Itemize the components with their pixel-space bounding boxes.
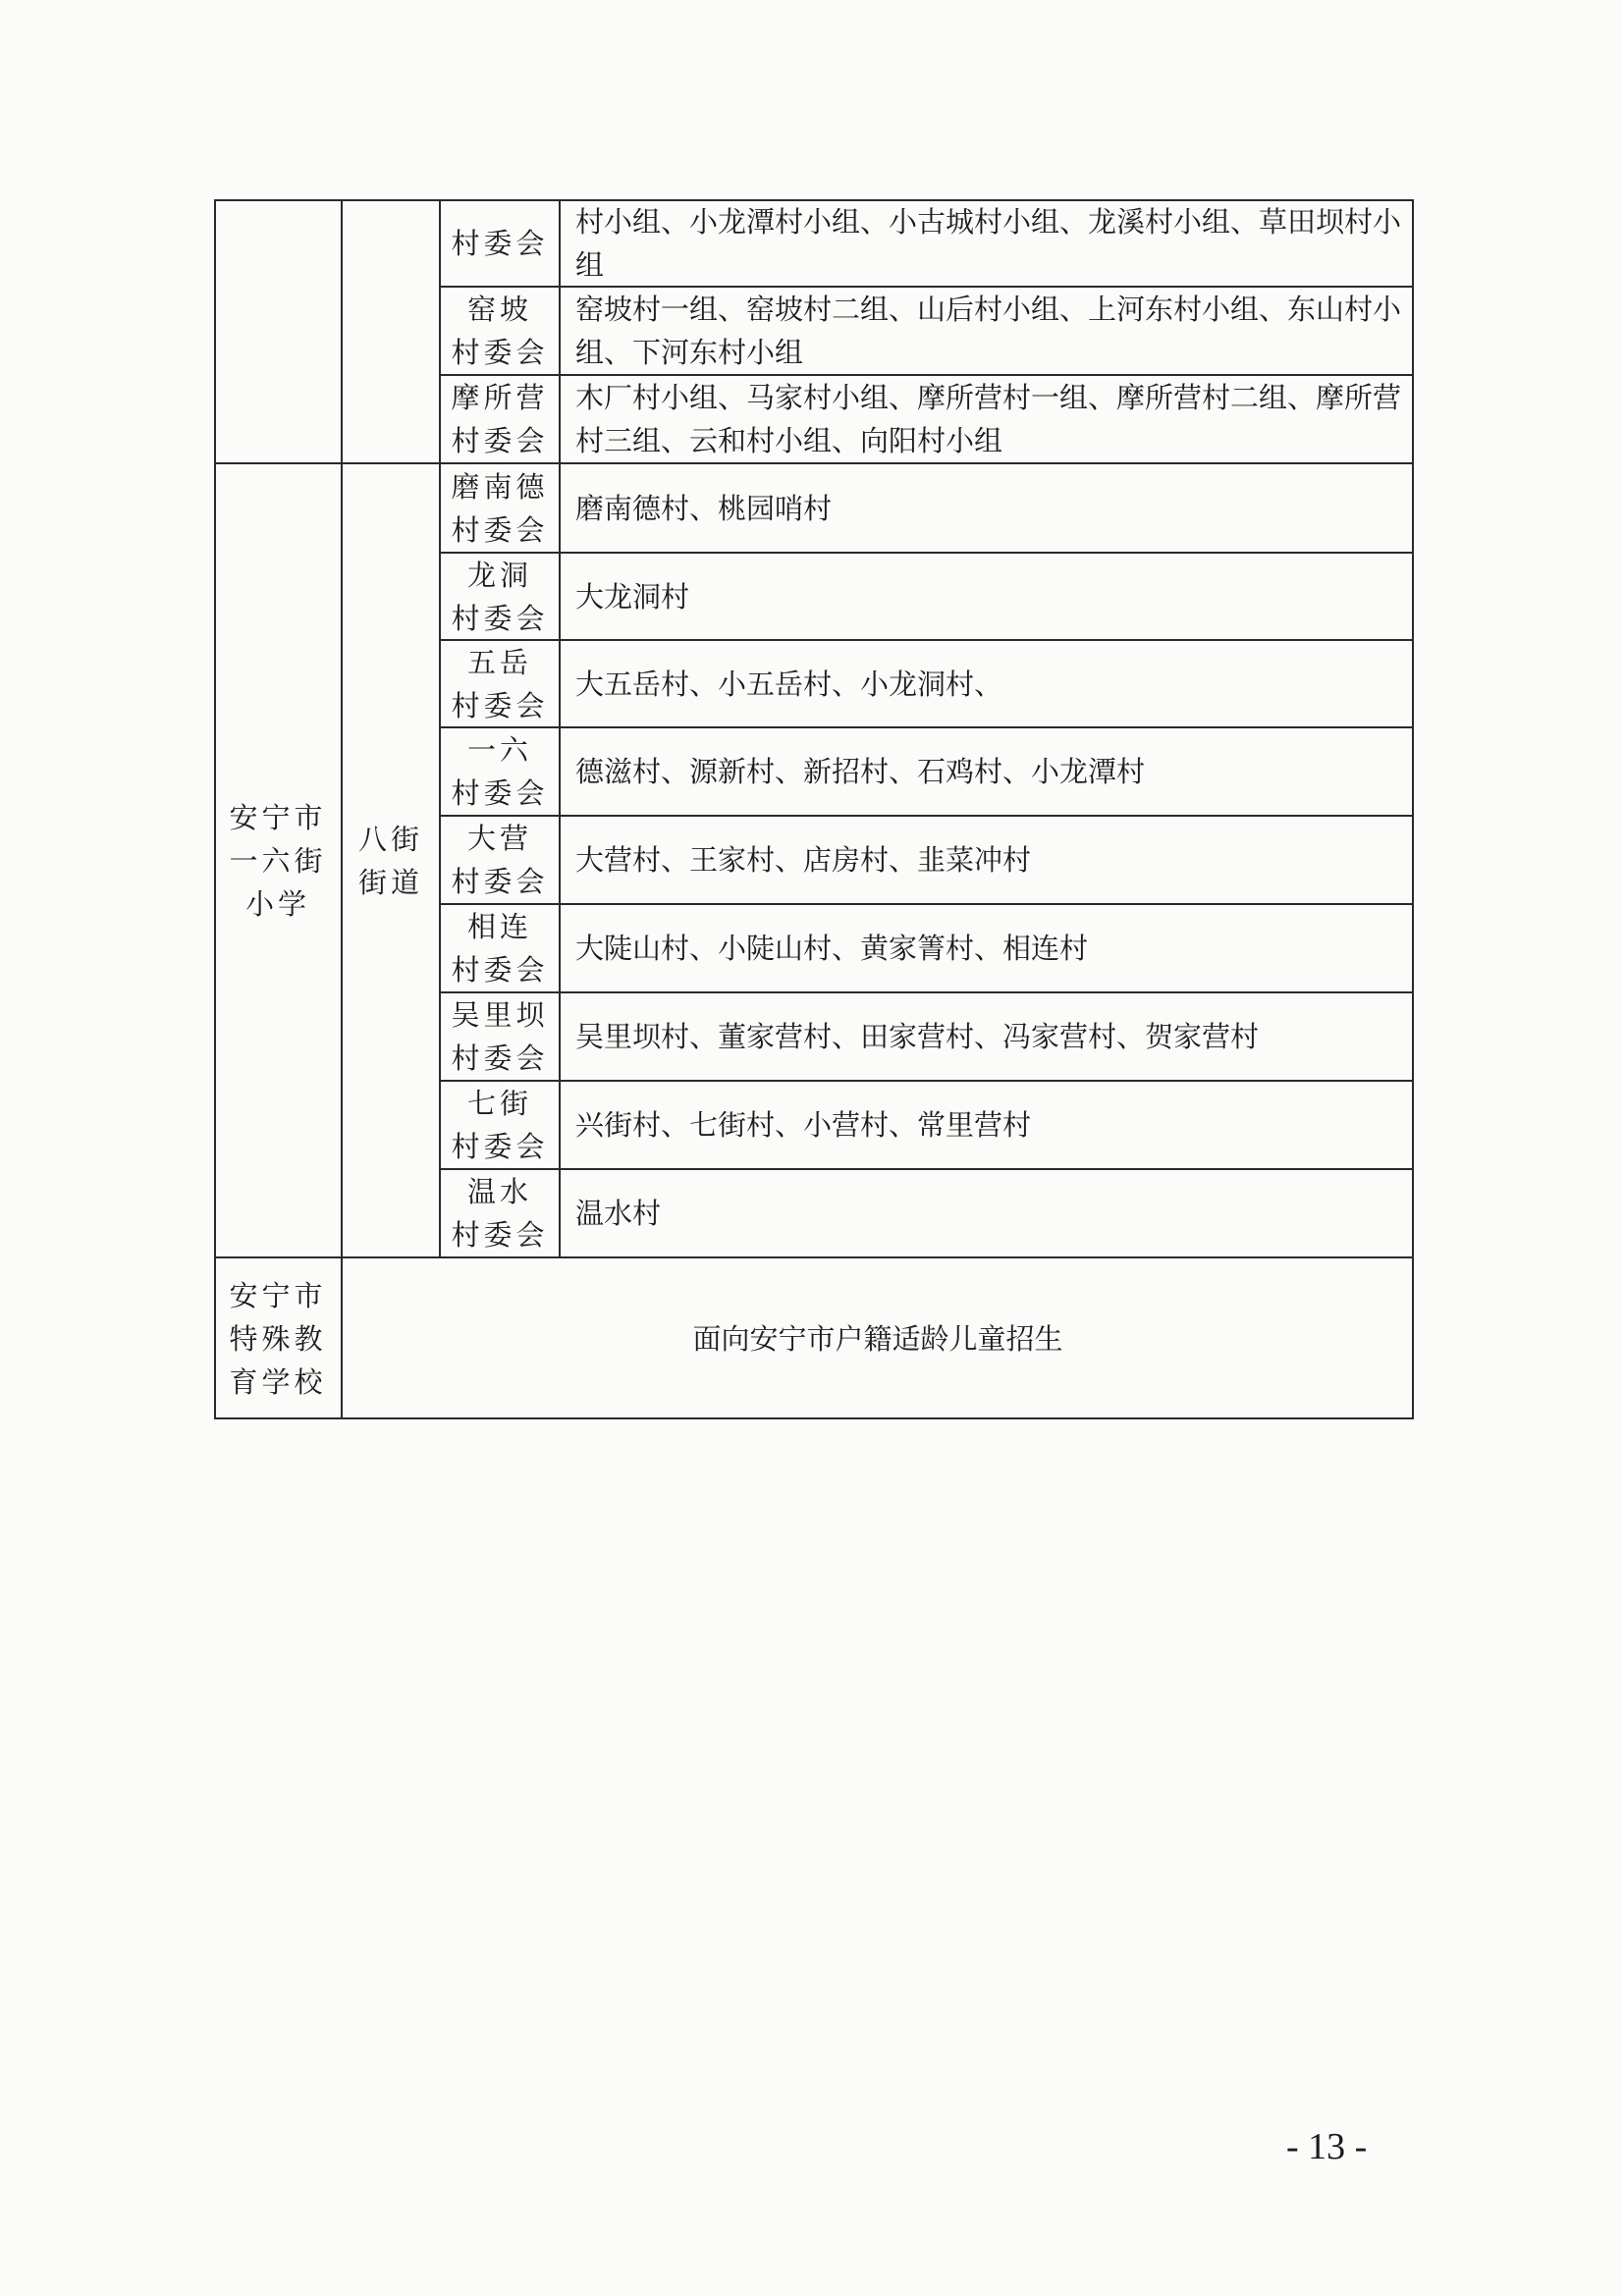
special-school-scope-cell-text: 面向安宁市户籍适龄儿童招生: [692, 1321, 1063, 1356]
committee-cell-text: 大营 村委会: [451, 822, 549, 898]
committee-cell-text: 龙洞 村委会: [451, 558, 549, 635]
villages-cell-text: 兴街村、七街村、小营村、常里营村: [575, 1108, 1032, 1142]
committee-cell: [440, 553, 560, 640]
villages-cell-text: 温水村: [575, 1197, 662, 1230]
villages-cell: [560, 1169, 1414, 1257]
street-name-cell: [342, 463, 440, 1257]
special-school-name-cell-text: 安宁市 特殊教 育学校: [229, 1278, 327, 1399]
committee-cell: [440, 727, 560, 816]
committee-cell: [440, 199, 560, 287]
committee-cell: [440, 1169, 560, 1257]
villages-cell: [560, 727, 1414, 816]
school-name-cell-text: 安宁市 一六街 小学: [229, 800, 327, 921]
villages-cell-text: 吴里坝村、董家营村、田家营村、冯家营村、贺家营村: [575, 1020, 1260, 1053]
villages-cell: [560, 904, 1414, 992]
committee-cell-text: 磨南德 村委会: [451, 469, 549, 547]
special-school-name-cell: [214, 1257, 342, 1419]
committee-cell-text: 摩所营 村委会: [451, 381, 549, 457]
committee-cell-text: 五岳 村委会: [451, 645, 549, 722]
committee-cell-text: 温水 村委会: [451, 1175, 549, 1252]
villages-cell-text: 大营村、王家村、店房村、韭菜冲村: [575, 843, 1032, 877]
villages-cell: [560, 553, 1414, 640]
villages-cell: [560, 287, 1414, 375]
villages-cell: [560, 375, 1414, 463]
committee-cell: [440, 287, 560, 375]
villages-cell-text: 大陡山村、小陡山村、黄家箐村、相连村: [575, 932, 1089, 965]
enrollment-zone-table: [214, 199, 1414, 1419]
special-school-scope-cell: [342, 1257, 1414, 1419]
committee-cell-text: 一六 村委会: [451, 733, 549, 810]
villages-cell-text: 磨南德村、桃园哨村: [575, 491, 833, 525]
committee-cell-text: 吴里坝 村委会: [451, 998, 549, 1075]
committee-cell: [440, 992, 560, 1081]
villages-cell-text: 木厂村小组、马家村小组、摩所营村一组、摩所营村二组、摩所营村三组、云和村小组、向阳村小组: [575, 381, 1402, 457]
villages-cell-text: 德滋村、源新村、新招村、石鸡村、小龙潭村: [575, 755, 1146, 788]
villages-cell: [560, 640, 1414, 727]
committee-cell: [440, 1081, 560, 1169]
committee-cell-text: 相连 村委会: [451, 910, 549, 987]
page-number: - 13 -: [1286, 2126, 1368, 2167]
committee-cell: [440, 375, 560, 463]
committee-cell-text: 村委会: [451, 226, 549, 260]
villages-cell-text: 大五岳村、小五岳村、小龙洞村、: [575, 667, 1003, 701]
villages-cell-text: 窑坡村一组、窑坡村二组、山后村小组、上河东村小组、东山村小组、下河东村小组: [575, 293, 1402, 369]
street-name-cell-text: 八街 街道: [357, 822, 423, 899]
villages-cell: [560, 816, 1414, 904]
villages-cell-text: 村小组、小龙潭村小组、小古城村小组、龙溪村小组、草田坝村小组: [575, 204, 1402, 282]
villages-cell: [560, 1081, 1414, 1169]
committee-cell: [440, 463, 560, 553]
committee-cell: [440, 640, 560, 727]
villages-cell: [560, 992, 1414, 1081]
committee-cell-text: 窑坡 村委会: [451, 293, 549, 369]
villages-cell-text: 大龙洞村: [575, 579, 690, 614]
school-name-cell: [214, 463, 342, 1257]
committee-cell: [440, 904, 560, 992]
villages-cell: [560, 463, 1414, 553]
villages-cell: [560, 199, 1414, 287]
committee-cell: [440, 816, 560, 904]
committee-cell-text: 七街 村委会: [451, 1087, 549, 1163]
